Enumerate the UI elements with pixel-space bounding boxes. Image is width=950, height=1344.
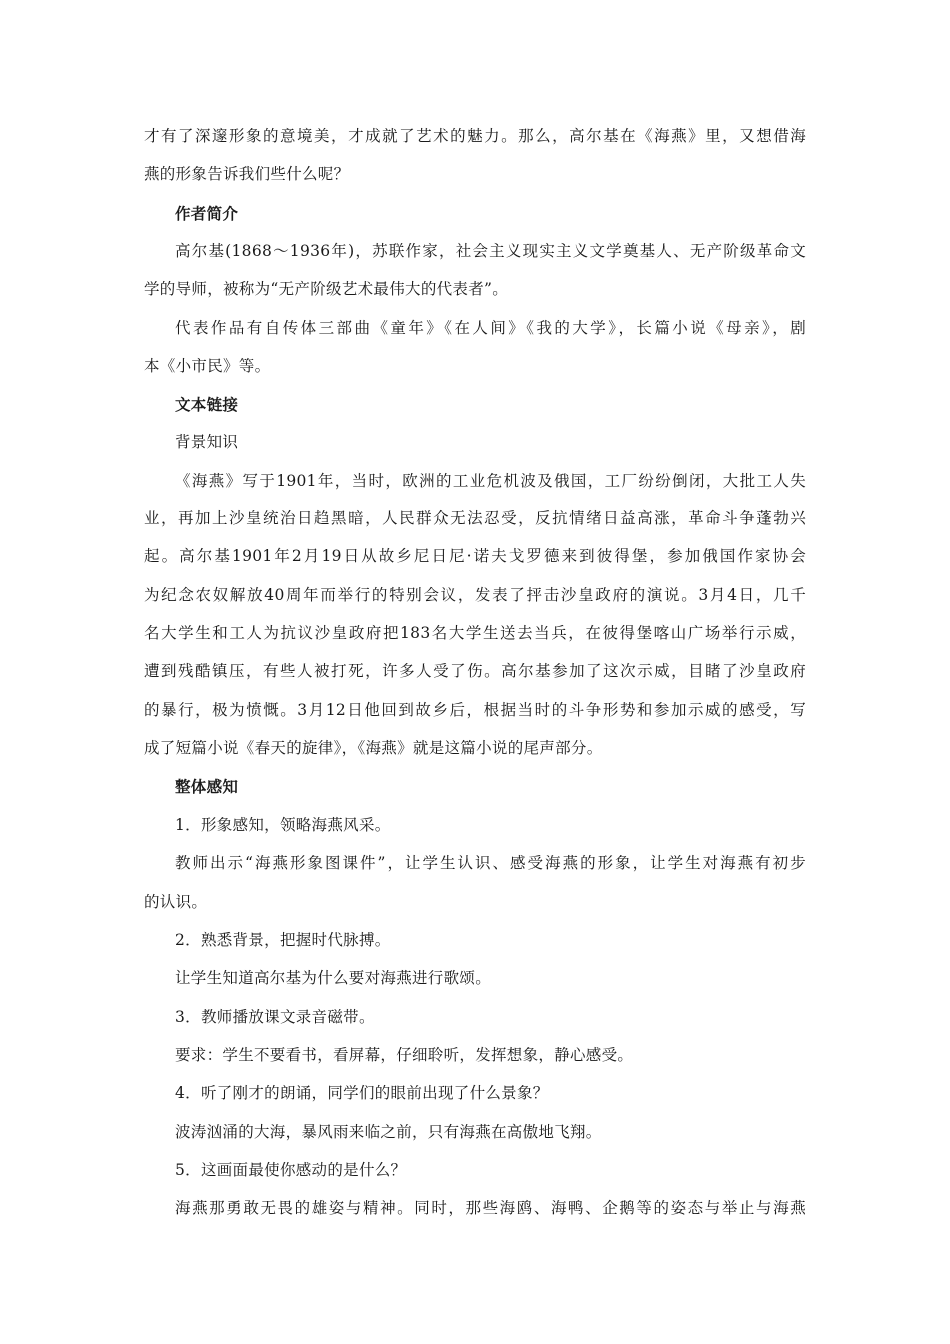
paragraph-line: 为纪念农奴解放40周年而举行的特别会议，发表了抨击沙皇政府的演说。3月4日，几千: [144, 586, 806, 604]
paragraph-line: 的暴行，极为愤慨。3月12日他回到故乡后，根据当时的斗争形势和参加示威的感受，写: [144, 701, 806, 719]
paragraph-line: 学的导师，被称为“无产阶级艺术最伟大的代表者”。: [144, 280, 509, 298]
numbered-item: 1．形象感知，领略海燕风采。: [175, 816, 391, 834]
section-heading-overall: 整体感知: [175, 778, 239, 796]
section-heading-text-link: 文本链接: [175, 396, 239, 414]
paragraph-line: 让学生知道高尔基为什么要对海燕进行歌颂。: [175, 969, 492, 987]
paragraph-line: 的认识。: [144, 893, 208, 911]
paragraph-line: 燕的形象告诉我们些什么呢？: [144, 165, 350, 183]
numbered-item: 5．这画面最使你感动的是什么？: [175, 1161, 407, 1179]
paragraph-line: 波涛汹涌的大海，暴风雨来临之前，只有海燕在高傲地飞翔。: [175, 1123, 602, 1141]
paragraph-line: 要求：学生不要看书，看屏幕，仔细聆听，发挥想象，静心感受。: [175, 1046, 634, 1064]
numbered-item: 3．教师播放课文录音磁带。: [175, 1008, 375, 1026]
paragraph-line: 业，再加上沙皇统治日趋黑暗，人民群众无法忍受，反抗情绪日益高涨，革命斗争蓬勃兴: [144, 509, 806, 527]
paragraph-line: 海燕那勇敢无畏的雄姿与精神。同时，那些海鸥、海鸭、企鹅等的姿态与举止与海燕: [175, 1199, 806, 1217]
paragraph-line: 《海燕》写于1901年，当时，欧洲的工业危机波及俄国，工厂纷纷倒闭，大批工人失: [175, 472, 806, 490]
paragraph-line: 起。高尔基1901年2月19日从故乡尼日尼·诺夫戈罗德来到彼得堡，参加俄国作家协会: [144, 547, 806, 565]
section-heading-author: 作者简介: [175, 205, 239, 223]
paragraph-line: 高尔基(1868～1936年)，苏联作家，社会主义现实主义文学奠基人、无产阶级革命文: [175, 242, 806, 260]
paragraph-line: 代表作品有自传体三部曲《童年》《在人间》《我的大学》，长篇小说《母亲》，剧: [175, 319, 806, 337]
paragraph-line: 成了短篇小说《春天的旋律》，《海燕》就是这篇小说的尾声部分。: [144, 739, 603, 757]
subheading-background: 背景知识: [175, 433, 239, 451]
paragraph-line: 教师出示“海燕形象图课件”，让学生认识、感受海燕的形象，让学生对海燕有初步: [175, 854, 806, 872]
paragraph-line: 名大学生和工人为抗议沙皇政府把183名大学生送去当兵，在彼得堡喀山广场举行示威，: [144, 624, 806, 642]
paragraph-line: 遭到残酷镇压，有些人被打死，许多人受了伤。高尔基参加了这次示威，目睹了沙皇政府: [144, 662, 806, 680]
paragraph-line: 本《小市民》等。: [144, 357, 271, 375]
numbered-item: 4．听了刚才的朗诵，同学们的眼前出现了什么景象？: [175, 1084, 549, 1102]
paragraph-line: 才有了深邃形象的意境美，才成就了艺术的魅力。那么，高尔基在《海燕》里，又想借海: [144, 127, 806, 145]
numbered-item: 2．熟悉背景，把握时代脉搏。: [175, 931, 391, 949]
